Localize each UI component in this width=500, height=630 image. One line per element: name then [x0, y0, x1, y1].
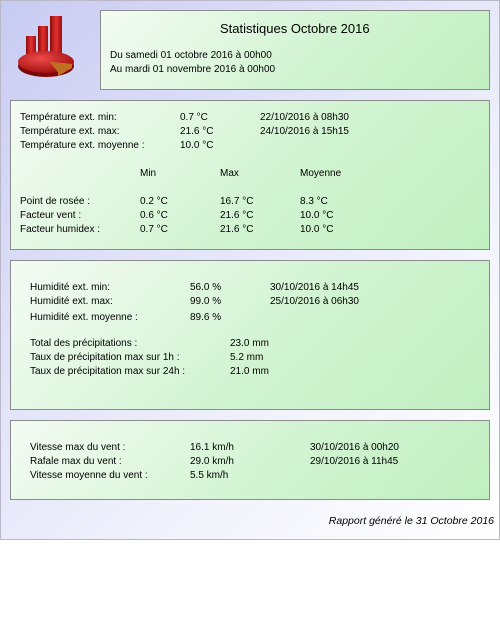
humidity-max-value: 99.0 %	[190, 296, 222, 307]
table-cell-min: 0.2 °C	[140, 196, 168, 207]
column-header-avg: Moyenne	[300, 168, 342, 179]
temp-max-label: Température ext. max:	[20, 126, 120, 137]
table-cell-max: 16.7 °C	[220, 196, 254, 207]
temp-avg-label: Température ext. moyenne :	[20, 140, 145, 151]
humidity-min-date: 30/10/2016 à 14h45	[270, 282, 359, 293]
temp-min-value: 0.7 °C	[180, 112, 208, 123]
wind-max-label: Vitesse max du vent :	[30, 442, 126, 453]
table-cell-max: 21.6 °C	[220, 224, 254, 235]
column-header-min: Min	[140, 168, 157, 179]
precip-rate-1h-value: 5.2 mm	[230, 352, 264, 363]
temp-min-label: Température ext. min:	[20, 112, 117, 123]
wind-gust-label: Rafale max du vent :	[30, 456, 122, 467]
humidity-max-date: 25/10/2016 à 06h30	[270, 296, 359, 307]
table-cell-avg: 8.3 °C	[300, 196, 328, 207]
temp-max-value: 21.6 °C	[180, 126, 214, 137]
table-cell-min: 0.7 °C	[140, 224, 168, 235]
table-cell-avg: 10.0 °C	[300, 224, 334, 235]
report-footer: Rapport généré le 31 Octobre 2016	[328, 515, 494, 527]
wind-max-value: 16.1 km/h	[190, 442, 234, 453]
wind-avg-label: Vitesse moyenne du vent :	[30, 470, 148, 481]
humidity-min-value: 56.0 %	[190, 282, 222, 293]
column-header-max: Max	[220, 168, 239, 179]
humidity-min-label: Humidité ext. min:	[30, 282, 111, 293]
wind-max-date: 30/10/2016 à 00h20	[310, 442, 399, 453]
temp-min-date: 22/10/2016 à 08h30	[260, 112, 349, 123]
page-title: Statistiques Octobre 2016	[220, 21, 370, 36]
precip-total-value: 23.0 mm	[230, 338, 269, 349]
table-row-label: Facteur humidex :	[20, 224, 101, 235]
wind-avg-value: 5.5 km/h	[190, 470, 229, 481]
table-row-label: Point de rosée :	[20, 196, 91, 207]
precip-rate-24h-value: 21.0 mm	[230, 366, 269, 377]
precip-total-label: Total des précipitations :	[30, 338, 138, 349]
temp-max-date: 24/10/2016 à 15h15	[260, 126, 349, 137]
precip-rate-1h-label: Taux de précipitation max sur 1h :	[30, 352, 180, 363]
table-row-label: Facteur vent :	[20, 210, 82, 221]
table-cell-max: 21.6 °C	[220, 210, 254, 221]
period-start: Du samedi 01 octobre 2016 à 00h00	[110, 50, 272, 61]
table-cell-min: 0.6 °C	[140, 210, 168, 221]
statistics-chart-icon	[14, 14, 78, 82]
wind-gust-date: 29/10/2016 à 11h45	[310, 456, 399, 467]
humidity-avg-value: 89.6 %	[190, 312, 222, 323]
table-cell-avg: 10.0 °C	[300, 210, 334, 221]
temp-avg-value: 10.0 °C	[180, 140, 214, 151]
period-end: Au mardi 01 novembre 2016 à 00h00	[110, 64, 276, 75]
precip-rate-24h-label: Taux de précipitation max sur 24h :	[30, 366, 186, 377]
humidity-avg-label: Humidité ext. moyenne :	[30, 312, 138, 323]
wind-gust-value: 29.0 km/h	[190, 456, 234, 467]
humidity-max-label: Humidité ext. max:	[30, 296, 113, 307]
